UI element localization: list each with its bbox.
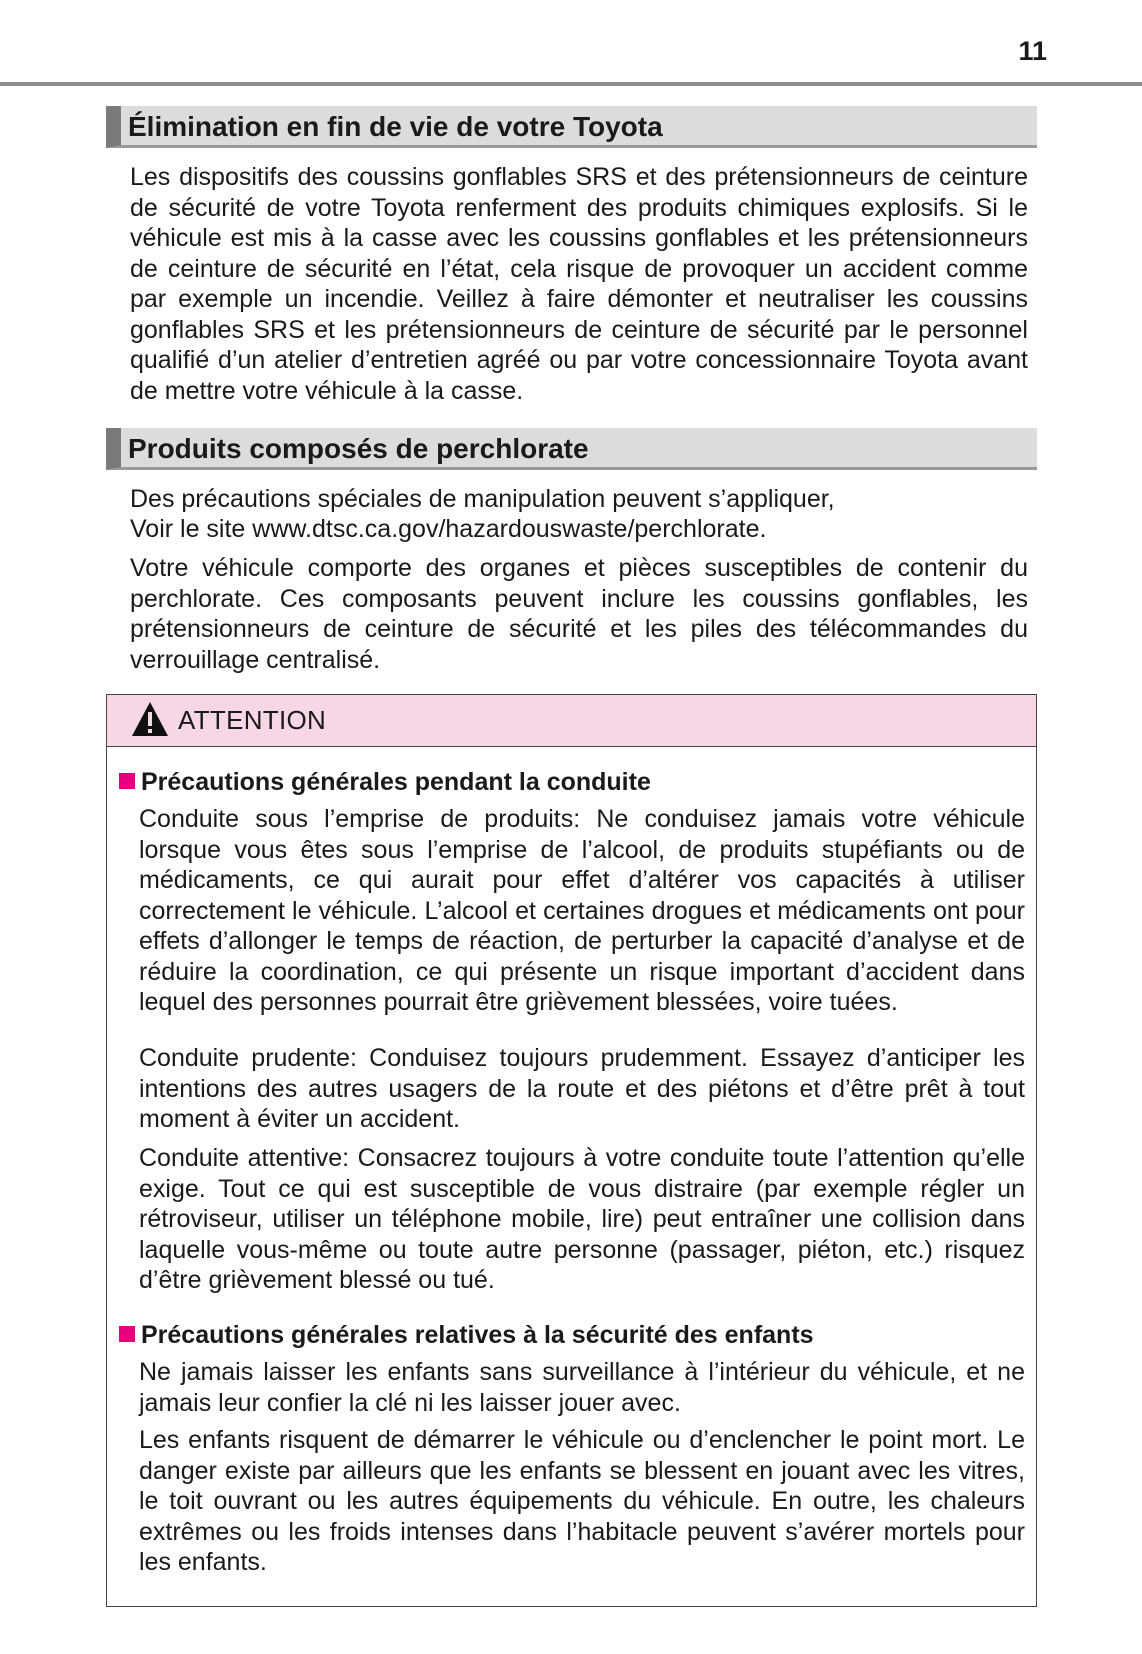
subhead-driving-text: Précautions générales pendant la conduite [141, 768, 651, 796]
warning-triangle-icon [131, 701, 169, 737]
elimination-paragraph: Les dispositifs des coussins gonflables SRS et des prétensionneurs de ceinture de sécurité de votre Toyota renferment des produits chimiques explosifs. Si le véhicule est mis à la casse avec les coussins gonflables et les prétensionneurs de ceinture de sécurité en l’état, cela risque de provoquer un accident comme par exemple un incendie. Veillez à faire démonter et neutraliser les coussins gonflables SRS et les prétensionneurs de ceinture de sécurité par le personnel qualifié d’un atelier d’entretien agréé ou par votre concessionnaire Toyota avant de mettre votre véhicule à la casse. [130, 163, 1028, 405]
perchlorate-link-line: Voir le site www.dtsc.ca.gov/hazardouswaste/perchlorate. [130, 515, 767, 543]
child-danger-paragraph: Les enfants risquent de démarrer le véhicule ou d’enclencher le point mort. Le danger existe par ailleurs que les enfants se blessent en jouant avec les vitres, le toit ouvrant ou les autres équipements du véhicule. En outre, les chaleurs extrêmes ou les froids intenses dans l’habitacle peuvent s’avérer mortels pour les enfants. [139, 1426, 1025, 1576]
perchlorate-line-1: Des précautions spéciales de manipulation peuvent s’appliquer, [130, 485, 835, 513]
section-title-perchlorate: Produits composés de perchlorate [128, 433, 589, 464]
driving-influence-paragraph: Conduite sous l’emprise de produits: Ne conduisez jamais votre véhicule lorsque vous êtes sous l’emprise de l’alcool, de produits stupéfiants ou de médicaments, ce qui aurait pour effet d’altérer vos capacités à utiliser correctement le véhicule. L’alcool et certaines drogues et médicaments ont pour effets d’allonger le temps de réaction, de perturber la capacité d’analyse et de réduire la coordination, ce qui présente un risque important d’accident dans lequel des personnes pourrait être grièvement blessées, voire tuées. [139, 805, 1025, 1016]
child-unattended-paragraph: Ne jamais laisser les enfants sans surveillance à l’intérieur du véhicule, et ne jamais leur confier la clé ni les laisser jouer avec. [139, 1358, 1025, 1417]
subhead-child-safety [119, 1321, 814, 1350]
subhead-driving-precautions [119, 768, 651, 797]
subhead-child-text: Précautions générales relatives à la sécurité des enfants [141, 1321, 814, 1349]
section-title-elimination: Élimination en fin de vie de votre Toyota [128, 111, 663, 142]
attention-box [106, 694, 1037, 1607]
page-number: 11 [1018, 36, 1047, 66]
perchlorate-paragraph: Votre véhicule comporte des organes et pièces susceptibles de contenir du perchlorate. Ces composants peuvent inclure les coussins gonflables, les prétensionneurs de ceinture de sécurité et les piles des télécommandes du verrouillage centralisé. [130, 554, 1028, 674]
square-bullet-icon [119, 1326, 135, 1342]
attention-header [107, 695, 1036, 747]
square-bullet-icon [119, 773, 135, 789]
driving-prudent-paragraph: Conduite prudente: Conduisez toujours prudemment. Essayez d’anticiper les intentions des autres usagers de la route et des piétons et d’être prêt à tout moment à éviter un accident. [139, 1044, 1025, 1133]
section-header-perchlorate [106, 428, 1037, 470]
driving-attentive-paragraph: Conduite attentive: Consacrez toujours à votre conduite toute l’attention qu’elle exige. Tout ce qui est susceptible de vous distraire (par exemple régler un rétroviseur, utiliser un téléphone mobile, lire) peut entraîner une collision dans laquelle vous-même ou toute autre personne (passager, piéton, etc.) risquez d’être grièvement blessé ou tué. [139, 1144, 1025, 1294]
section-header-elimination [106, 106, 1037, 148]
attention-label: ATTENTION [178, 705, 327, 735]
header-rule [0, 82, 1142, 86]
